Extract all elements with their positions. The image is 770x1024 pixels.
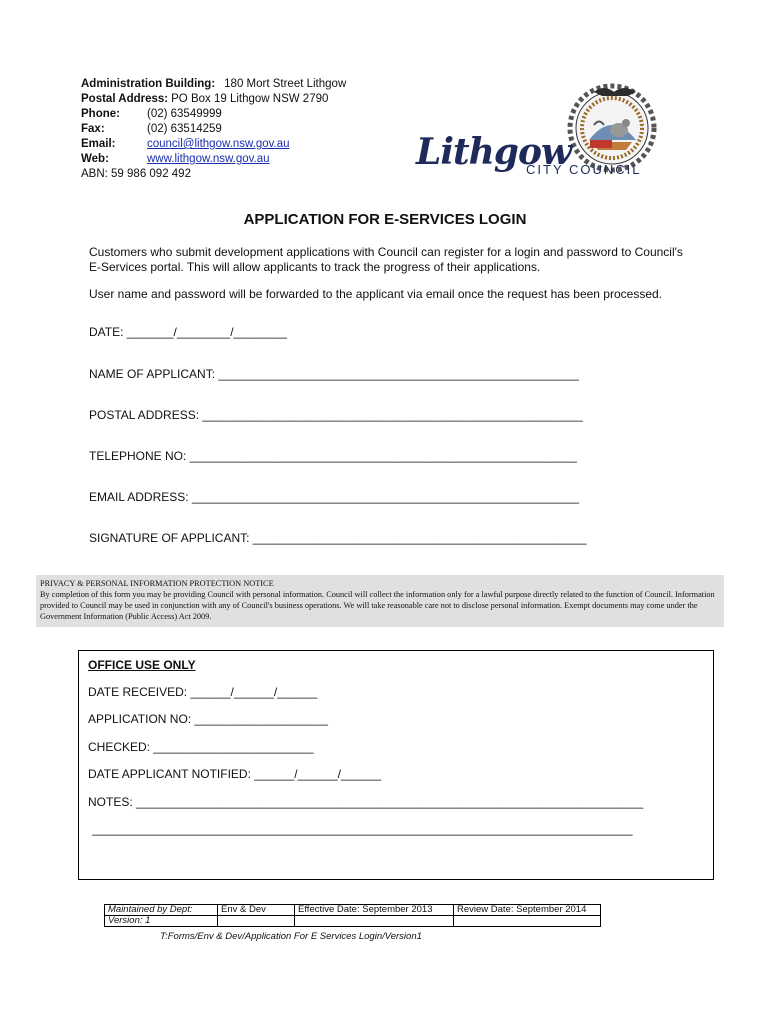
admin-building-value: 180 Mort Street Lithgow [224, 78, 347, 90]
fax-value: (02) 63514259 [147, 123, 222, 135]
admin-building-label: Administration Building: [81, 78, 216, 90]
date-notified-field[interactable]: DATE APPLICANT NOTIFIED: ______/______/______ [88, 767, 382, 781]
council-logo [414, 80, 664, 180]
telephone-field[interactable]: TELEPHONE NO: __________________________________________________________ [89, 449, 577, 463]
page-title: APPLICATION FOR E-SERVICES LOGIN [243, 211, 527, 228]
privacy-notice [36, 575, 724, 627]
empty-cell [295, 916, 454, 927]
email-address-field[interactable]: EMAIL ADDRESS: __________________________________________________________ [89, 490, 580, 504]
applicant-name-field[interactable]: NAME OF APPLICANT: ______________________________________________________ [89, 367, 579, 381]
file-path: T:Forms/Env & Dev/Application For E Services Login/Version1 [160, 931, 422, 942]
application-no-field[interactable]: APPLICATION NO: ____________________ [88, 712, 328, 726]
checked-field[interactable]: CHECKED: ________________________ [88, 740, 314, 754]
fax-label: Fax: [81, 123, 105, 135]
notes-field[interactable]: NOTES: ____________________________________________________________________________ [88, 795, 644, 809]
dept-value: Env & Dev [218, 905, 295, 916]
email-label: Email: [81, 138, 116, 150]
empty-cell [454, 916, 601, 927]
date-received-field[interactable]: DATE RECEIVED: ______/______/______ [88, 685, 318, 699]
postal-address-field[interactable]: POSTAL ADDRESS: _________________________________________________________ [89, 408, 583, 422]
effective-date: Effective Date: September 2013 [295, 905, 454, 916]
abn: ABN: 59 986 092 492 [81, 168, 191, 180]
intro-paragraph-1: Customers who submit development applications with Council can register for a login and password to Council's E-Services portal. This will allow applicants to track the progress of their applications. [89, 245, 683, 274]
logo-subtitle: CITY COUNCIL [526, 162, 642, 177]
document-control-table [104, 904, 601, 927]
maintained-label: Maintained by Dept: [105, 905, 218, 916]
review-date: Review Date: September 2014 [454, 905, 601, 916]
office-use-title: OFFICE USE ONLY [88, 658, 196, 672]
privacy-heading: PRIVACY & PERSONAL INFORMATION PROTECTION NOTICE [40, 579, 274, 588]
intro-paragraph-2: User name and password will be forwarded to the applicant via email once the request has been processed. [89, 287, 662, 301]
logo-script-text: Lithgow [416, 131, 571, 173]
version-label: Version: 1 [105, 916, 218, 927]
postal-label: Postal Address: [81, 93, 169, 105]
privacy-body: By completion of this form you may be providing Council with personal information. Council will collect the information only for a lawful purpose directly related to the function of Council. Information provided to Council may be used in conjunction with any of Council's business operations. We will take reasonable care not to disclose personal information. Exempt documents may come under the Government Information (Public Access) Act 2009. [40, 590, 715, 621]
phone-label: Phone: [81, 108, 120, 120]
web-label: Web: [81, 153, 109, 165]
phone-value: (02) 63549999 [147, 108, 222, 120]
postal-value: PO Box 19 Lithgow NSW 2790 [171, 93, 329, 105]
email-link[interactable]: council@lithgow.nsw.gov.au [147, 138, 290, 150]
contact-block [81, 77, 346, 182]
notes-line-2[interactable]: _________________________________________________________________________________ [92, 822, 633, 836]
signature-field[interactable]: SIGNATURE OF APPLICANT: __________________________________________________ [89, 531, 587, 545]
web-link[interactable]: www.lithgow.nsw.gov.au [147, 153, 270, 165]
empty-cell [218, 916, 295, 927]
date-field[interactable]: DATE: _______/________/________ [89, 325, 287, 339]
